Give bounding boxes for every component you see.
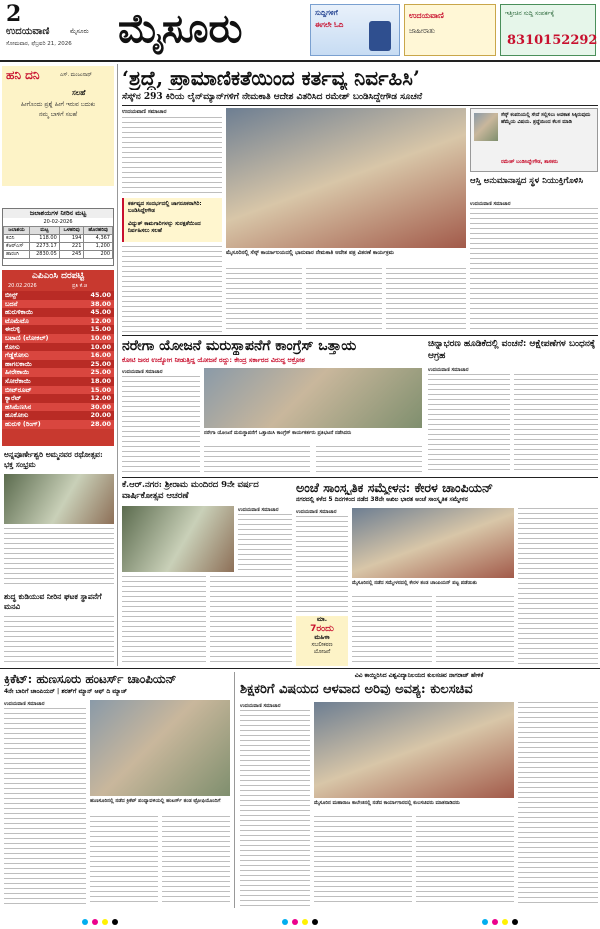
promo-line1: ಮಾ. bbox=[316, 616, 328, 623]
story2-headline: ನರೇಗಾ ಯೋಜನೆ ಮರುಸ್ಥಾಪನೆಗೆ ಕಾಂಗ್ರೆಸ್ ಒತ್ತಾಯ bbox=[122, 338, 357, 354]
reservoir-box bbox=[2, 208, 114, 266]
left-sidebar bbox=[0, 64, 118, 666]
lead-body-col1b bbox=[122, 246, 222, 332]
side-story2-body bbox=[4, 616, 114, 664]
reservoir-table bbox=[3, 226, 113, 259]
lead-subheadline: ಸೆಸ್ಕ್‌ನ 293 ಕಿರಿಯ ಲೈನ್‌ಮ್ಯಾನ್‌ಗಳಿಗೆ ನೇಮಕಾತಿ ಆದೇಶ ವಿತರಿಸಿದ ರಮೇಶ್ ಬಂಡಿಸಿದ್ದೇಗೌಡ ಸೂಚನೆ bbox=[122, 92, 423, 102]
yellow-dot bbox=[102, 919, 108, 925]
apmc-item-price: 12.00 bbox=[90, 394, 111, 403]
ad3-phone: 8310152292 bbox=[507, 33, 598, 48]
apmc-item-price: 45.00 bbox=[90, 291, 111, 299]
story3-body-col2 bbox=[514, 374, 598, 474]
reservoir-header: ಮಟ್ಟ bbox=[30, 227, 60, 235]
apmc-row bbox=[2, 334, 114, 343]
story3-byline: ಉದಯವಾಣಿ ಸಮಾಚಾರ bbox=[428, 367, 469, 373]
apmc-item-price: 25.00 bbox=[90, 359, 111, 368]
apmc-row bbox=[2, 351, 114, 360]
cyan-dot bbox=[482, 919, 488, 925]
registration-mark bbox=[480, 910, 520, 929]
apmc-item-price: 20.00 bbox=[90, 411, 111, 420]
page-header bbox=[0, 0, 600, 62]
story4-body-col1 bbox=[238, 514, 292, 572]
divider bbox=[122, 105, 598, 106]
right-story1-byline: ಉದಯವಾಣಿ ಸಮಾಚಾರ bbox=[470, 201, 511, 207]
promo-line5: ಯೋಜನೆ bbox=[313, 649, 331, 655]
story3-headline: ಚಿನ್ನಾಭರಣ ಹೂಡಿಕೆದಲ್ಲಿ ವಂಚನೆ: ಆಕ್ಷೇಪಣೆಗಳ ಬಂಧನಕ್ಕೆ ಆಗ್ರಹ bbox=[428, 339, 596, 361]
apmc-title: ಎಪಿಎಂಸಿ ದರಪಟ್ಟಿ bbox=[31, 271, 85, 281]
header-ad-3[interactable] bbox=[500, 4, 596, 56]
apmc-item-name: ಬೀಟ್‌ರೂಟ್ bbox=[5, 385, 32, 394]
apmc-row bbox=[2, 291, 114, 300]
apmc-row bbox=[2, 325, 114, 334]
apmc-item-price: 28.00 bbox=[90, 419, 111, 428]
lead-body-col1 bbox=[122, 117, 222, 195]
black-dot bbox=[112, 919, 118, 925]
reservoir-header: ಒಳಹರಿವು bbox=[59, 227, 84, 235]
apmc-row bbox=[2, 394, 114, 403]
story7-photo bbox=[314, 702, 514, 798]
side-story2-title: ಶುದ್ಧ ಕುಡಿಯುವ ನೀರಿನ ಘಟಕ ಸ್ಥಾಪನೆಗೆ ಮನವಿ bbox=[4, 592, 102, 611]
apmc-item-name: ಹೀರೇಕಾಯಿ bbox=[5, 368, 30, 377]
apmc-row bbox=[2, 368, 114, 377]
reservoir-header: ಹೊರಹರಿವು bbox=[84, 227, 113, 235]
story5-body-col1 bbox=[296, 516, 348, 612]
story5-byline: ಉದಯವಾಣಿ ಸಮಾಚಾರ bbox=[296, 509, 337, 515]
story7-headline: ಶಿಕ್ಷಕರಿಗೆ ವಿಷಯದ ಆಳವಾದ ಅರಿವು ಅವಶ್ಯ: ಕುಲಸಚಿವ bbox=[240, 682, 473, 697]
divider bbox=[122, 335, 598, 336]
apmc-item-price: 15.00 bbox=[90, 385, 111, 394]
reservoir-title: ಜಲಾಶಯಗಳ ನೀರಿನ ಮಟ್ಟ bbox=[3, 209, 113, 218]
story4-body-col2 bbox=[122, 576, 206, 666]
hanidani-author: ಎಸ್. ಮಂಜುನಾಥ್ bbox=[60, 72, 92, 78]
ad3-line1: ಇತ್ತೀಚಿನ ಸುದ್ದಿ ಸಂಪರ್ಕಕ್ಕೆ bbox=[505, 10, 555, 17]
masthead: ಉದಯವಾಣಿ bbox=[6, 26, 50, 37]
header-ad-1[interactable] bbox=[310, 4, 400, 56]
highlight-2: ವಿದ್ಯುತ್ ಕಾಮಗಾರಿಗಳನ್ನು ಸುರಕ್ಷತೆಯಿಂದ ನಿರ್ವಹಿಸಲು ಸಲಹೆ bbox=[128, 221, 201, 234]
apmc-item-name: ಬೀನ್ಸ್ bbox=[5, 291, 18, 299]
lead-headline: ‘ಶ್ರದ್ಧೆ, ಪ್ರಾಮಾಣಿಕತೆಯಿಂದ ಕರ್ತವ್ಯ ನಿರ್ವಹಿಸಿ’ bbox=[122, 66, 420, 90]
story6-photo-caption: ಹುಣಸೂರಿನಲ್ಲಿ ನಡೆದ ಕ್ರಿಕೆಟ್ ಪಂದ್ಯಾವಳಿಯಲ್ಲಿ ಹಂಟರ್ಸ್ ತಂಡ ಟ್ರೋಫಿಯೊಂದಿಗೆ bbox=[90, 798, 221, 804]
apmc-item-name: ಗೆಡ್ಡೆಕೋಸು bbox=[5, 351, 29, 360]
black-dot bbox=[312, 919, 318, 925]
story7-photo-caption: ಮೈಸೂರಿನ ಮಹಾರಾಜ ಕಾಲೇಜಿನಲ್ಲಿ ನಡೆದ ಕಾರ್ಯಾಗಾರದಲ್ಲಿ ಕುಲಸಚಿವರು ಮಾತನಾಡಿದರು bbox=[314, 800, 460, 806]
lead-byline: ಉದಯವಾಣಿ ಸಮಾಚಾರ bbox=[122, 109, 167, 115]
apmc-item-name: ಕೋಸು bbox=[5, 342, 20, 351]
story2-photo bbox=[204, 368, 422, 428]
story6-headline: ಕ್ರಿಕೆಟ್: ಹುಣಸೂರು ಹಂಟರ್ಸ್ ಚಾಂಪಿಯನ್ bbox=[4, 672, 177, 686]
header-ad-2[interactable] bbox=[404, 4, 496, 56]
story6-photo bbox=[90, 700, 230, 796]
apmc-row bbox=[2, 420, 114, 429]
registration-mark bbox=[280, 910, 320, 929]
story4-byline: ಉದಯವಾಣಿ ಸಮಾಚಾರ bbox=[238, 507, 279, 513]
apmc-item-price: 15.00 bbox=[90, 325, 111, 334]
apmc-item-price: 25.00 bbox=[90, 368, 111, 377]
phone-icon bbox=[369, 21, 391, 51]
apmc-item-name: ಬದನೆ bbox=[5, 299, 18, 308]
column-divider bbox=[234, 672, 235, 908]
highlight-1: ಕರ್ತವ್ಯದ ಸಂದರ್ಭದಲ್ಲಿ ಜಾಗರೂಕರಾಗಿರಿ: ಬಂಡಿಸಿದ್ದೇಗೌಡ bbox=[128, 201, 202, 214]
reservoir-header: ಜಲಾಶಯ bbox=[4, 227, 30, 235]
story5-subheadline: ನಗರದಲ್ಲಿ ಕಳೆದ 5 ದಿನಗಳಿಂದ ನಡೆದ 38ನೇ ಅಖಿಲ ಭಾರತ ಅಂಚೆ ಸಾಂಸ್ಕೃತಿಕ ಸಮ್ಮೇಳನ bbox=[296, 496, 468, 503]
apmc-list bbox=[2, 291, 114, 429]
story4-body-col3 bbox=[210, 576, 292, 666]
apmc-box bbox=[2, 270, 114, 446]
apmc-item-price: 30.00 bbox=[90, 402, 111, 411]
story2-photo-caption: ನರೇಗಾ ಯೋಜನೆ ಮರುಸ್ಥಾಪನೆಗೆ ಒತ್ತಾಯಿಸಿ ಕಾಂಗ್ರೆಸ್ ಕಾರ್ಯಕರ್ತರು ಪ್ರತಿಭಟನೆ ನಡೆಸಿದರು bbox=[204, 430, 352, 436]
story2-body-col2 bbox=[204, 446, 310, 474]
story7-byline: ಉದಯವಾಣಿ ಸಮಾಚಾರ bbox=[240, 703, 281, 709]
lead-photo-caption: ಮೈಸೂರಿನಲ್ಲಿ ಸೆಸ್ಕ್ ಕಾರ್ಯಾಲಯದಲ್ಲಿ ಭಾನುವಾರ ನೇಮಕಾತಿ ಆದೇಶ ಪತ್ರ ವಿತರಣೆ ಕಾರ್ಯಕ್ರಮ bbox=[226, 250, 394, 256]
promo-line2: 7ರಂದು bbox=[310, 624, 334, 634]
story5-body-col3 bbox=[352, 596, 432, 666]
story6-byline: ಉದಯವಾಣಿ ಸಮಾಚಾರ bbox=[4, 701, 45, 707]
apmc-item-price: 10.00 bbox=[90, 342, 111, 351]
story5-body-col4 bbox=[436, 596, 514, 666]
story2-body-col3 bbox=[316, 446, 422, 474]
table-row: ಹಾರಂಗಿ 2830.05 245 200 bbox=[4, 251, 113, 259]
apmc-item-name: ಟೊಮೆಟೊ bbox=[5, 316, 29, 325]
story5-body-col2 bbox=[518, 508, 598, 666]
apmc-row bbox=[2, 411, 114, 420]
apmc-item-name: ಸೋರೆಕಾಯಿ bbox=[5, 376, 31, 385]
apmc-row bbox=[2, 386, 114, 395]
black-dot bbox=[512, 919, 518, 925]
hanidani-box bbox=[2, 66, 114, 186]
section-title: ಮೈಸೂರು bbox=[118, 5, 243, 52]
lead-photo bbox=[226, 108, 466, 248]
story7-body-col4 bbox=[518, 702, 598, 906]
apmc-item-price: 16.00 bbox=[90, 351, 111, 360]
print-registration-marks bbox=[0, 912, 600, 926]
promo-line4: ಸಬಲೀಕರಣ bbox=[311, 642, 333, 648]
table-row: ಕೆಆರ್‌ಎಸ್ 2273.17 221 1,200 bbox=[4, 243, 113, 251]
ad2-line1: ಉದಯವಾಣಿ bbox=[409, 11, 444, 20]
story4-headline: ಕೆ.ಆರ್.ನಗರ: ಶ್ರೀರಾಮ ಮಂದಿರದ 9ನೇ ವರ್ಷದ ವಾರ್ಷಿಕೋತ್ಸವ ಆಚರಣೆ bbox=[122, 480, 259, 501]
story2-body-col1 bbox=[122, 376, 200, 472]
quote-avatar bbox=[474, 113, 498, 141]
side-story-body bbox=[4, 528, 114, 584]
apmc-item-price: 12.00 bbox=[90, 316, 111, 325]
magenta-dot bbox=[492, 919, 498, 925]
story7-kicker: ವಿವಿ ಕಾಯ್ದಿರಿಸಿದ ವಿಶ್ವವಿದ್ಯಾನಿಲಯದ ಕುಲಸಚಿವ ನಾಗರಾಜ್ ಹೇಳಿಕೆ bbox=[354, 672, 484, 679]
apmc-unit: ಪ್ರತಿ ಕೆ.ಜಿ bbox=[72, 283, 88, 289]
apmc-row bbox=[2, 317, 114, 326]
table-row: ಕಬಿನಿ 118.00 194 4,367 bbox=[4, 235, 113, 243]
story6-body-col3 bbox=[162, 816, 230, 906]
date-line: ಸೋಮವಾರ, ಫೆಬ್ರವರಿ 21, 2026 bbox=[6, 41, 72, 47]
side-story-photo bbox=[4, 474, 114, 524]
cyan-dot bbox=[82, 919, 88, 925]
apmc-item-name: ಹುರುಳಿಕಾಯಿ bbox=[5, 308, 33, 317]
apmc-row bbox=[2, 343, 114, 352]
side-story-title: ಅನ್ನಪೂರ್ಣೇಶ್ವರಿ ಅಮ್ಮನವರ ರಥೋತ್ಸವ: ಭಕ್ತ ಸಂಭ್ರಮ bbox=[4, 450, 103, 469]
apmc-item-name: ಹಾಗಲಕಾಯಿ bbox=[5, 359, 32, 368]
story5-photo-caption: ಮೈಸೂರಿನಲ್ಲಿ ನಡೆದ ಸಮ್ಮೇಳನದಲ್ಲಿ ಕೇರಳ ತಂಡ ಚಾಂಪಿಯನ್ ಪಟ್ಟ ಪಡೆಯಿತು bbox=[352, 580, 478, 586]
edition-tag: ಮೈಸೂರು bbox=[70, 28, 89, 35]
yellow-dot bbox=[502, 919, 508, 925]
apmc-item-price: 45.00 bbox=[90, 308, 111, 317]
yellow-dot bbox=[302, 919, 308, 925]
apmc-item-price: 38.00 bbox=[90, 299, 111, 308]
apmc-row bbox=[2, 308, 114, 317]
story5-photo bbox=[352, 508, 514, 578]
quote-attribution: ರಮೇಶ್ ಬಂಡಿಸಿದ್ದೇಗೌಡ, ಶಾಸಕರು bbox=[501, 159, 558, 165]
quote-box bbox=[470, 108, 598, 172]
story4-photo bbox=[122, 506, 234, 572]
quote-text: ಸೆಸ್ಕ್ ಕಂಪನಿಯಲ್ಲಿ ಸೇವೆ ಸಲ್ಲಿಸಲು ಅವಕಾಶ ಸಿಕ್ಕಿರುವುದು ಹೆಮ್ಮೆಯ ವಿಷಯ. ಶ್ರದ್ಧೆಯಿಂದ ಕೆಲಸ ಮಾಡಿ bbox=[501, 112, 591, 125]
apmc-date: 20.02.2026 bbox=[8, 283, 37, 289]
lead-body-col3 bbox=[306, 268, 382, 332]
apmc-item-name: ಕ್ಯಾರೆಟ್ bbox=[5, 394, 22, 403]
story6-body-col1 bbox=[4, 708, 86, 906]
apmc-item-name: ಹುರುಳಿ (ರಿಂಗ್) bbox=[5, 419, 41, 428]
divider bbox=[122, 477, 598, 478]
apmc-row bbox=[2, 403, 114, 412]
magenta-dot bbox=[292, 919, 298, 925]
apmc-item-name: ಹೂಕೋಸು bbox=[5, 411, 29, 420]
apmc-item-name: ಈರುಳ್ಳಿ bbox=[5, 325, 21, 334]
apmc-item-name: ಬಟಾಣಿ (ಲೋಕಲ್) bbox=[5, 333, 49, 342]
apmc-row bbox=[2, 300, 114, 309]
registration-mark bbox=[80, 910, 120, 929]
apmc-row bbox=[2, 377, 114, 386]
right-story1-headline: ಆಸ್ತಿ ಅನುಮಾನಾಸ್ಪದ ಸ್ಥಳ ನಿಯುಕ್ತಿಗೊಳಿಸಿ bbox=[470, 176, 583, 186]
poem-title: ಸಲಹೆ bbox=[72, 88, 86, 97]
lead-body-col4 bbox=[386, 268, 466, 332]
story6-subheadline: 4ನೇ ಬಾರಿಗೆ ಚಾಂಪಿಯನ್ | ಶರತ್‌ಗೆ ಮ್ಯಾನ್ ಆಫ್ ದಿ ಮ್ಯಾಚ್ bbox=[4, 688, 128, 695]
apmc-item-price: 10.00 bbox=[90, 333, 111, 342]
magenta-dot bbox=[92, 919, 98, 925]
apmc-item-name: ಹಸಿಮೆಣಸಿನ bbox=[5, 402, 32, 411]
ad1-line1: ಸುದ್ದಿಗಳಿಗೆ bbox=[315, 9, 338, 17]
story3-body-col1 bbox=[428, 374, 510, 474]
poem-text: ಹೀಗೊಂದು ಪ್ರಶ್ನೆ ಹೀಗೆ ಇರುವ ಬದುಕು ನಮ್ಮ ಬಾಳಿಗೆ ಸಲಹೆ bbox=[20, 101, 96, 118]
apmc-item-price: 18.00 bbox=[90, 376, 111, 385]
hanidani-logo: ಹನಿ ದನಿ bbox=[6, 68, 40, 82]
ad2-line2: ಜಾಹೀರಾತು bbox=[409, 27, 436, 35]
lead-highlight-box bbox=[122, 198, 222, 242]
divider bbox=[0, 668, 600, 669]
reservoir-date: 20-02-2026 bbox=[43, 219, 73, 225]
story2-byline: ಉದಯವಾಣಿ ಸಮಾಚಾರ bbox=[122, 369, 163, 375]
apmc-row bbox=[2, 360, 114, 369]
ad1-line2: ಈಗಲೇ ಓದಿ bbox=[315, 21, 344, 29]
story7-body-col3 bbox=[416, 816, 514, 906]
right-story1-body bbox=[470, 208, 598, 332]
page-number: 2 bbox=[6, 1, 22, 27]
story6-body-col2 bbox=[90, 816, 158, 906]
lead-body-col2 bbox=[226, 268, 302, 332]
story2-subheadline: ಕೋಟಿ ಜನರ ಉದ್ಯೋಗ ನೀಡುತ್ತಿದ್ದ ಯೋಜನೆ ರದ್ದು: ಕೇಂದ್ರ ಸರ್ಕಾರದ ವಿರುದ್ಧ ಆಕ್ರೋಶ bbox=[122, 356, 305, 364]
story7-body-col2 bbox=[314, 816, 412, 906]
story7-body-col1 bbox=[240, 710, 310, 906]
promo-box bbox=[296, 616, 348, 666]
promo-line3: ಮಹಿಳಾ bbox=[314, 634, 330, 641]
cyan-dot bbox=[282, 919, 288, 925]
story5-headline: ಅಂಚೆ ಸಾಂಸ್ಕೃತಿಕ ಸಮ್ಮೇಳನ: ಕೇರಳ ಚಾಂಪಿಯನ್ bbox=[296, 480, 493, 495]
